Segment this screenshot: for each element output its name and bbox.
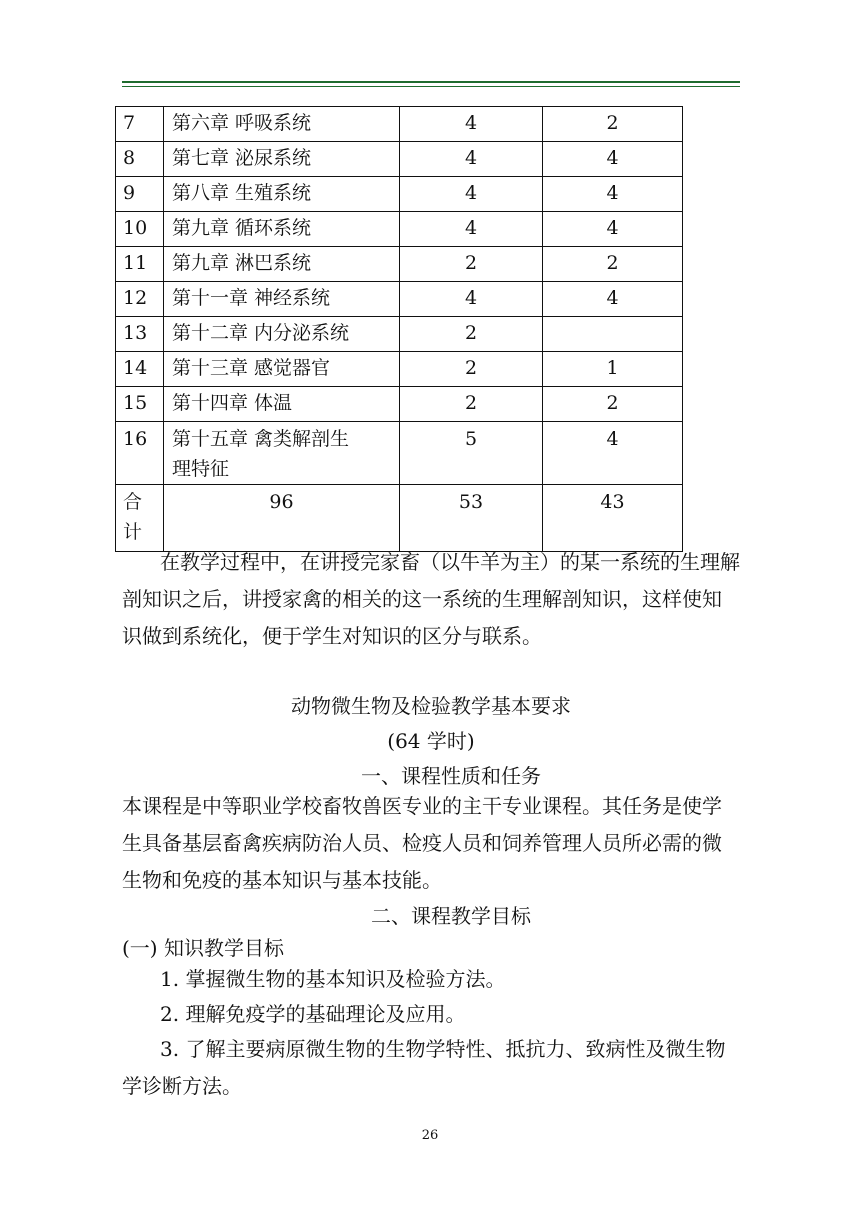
chapter-cell: 第十一章 神经系统: [164, 282, 400, 317]
goal-item-2: 2. 理解免疫学的基础理论及应用。: [160, 1002, 466, 1026]
heading-course-nature: 一、课程性质和任务: [361, 764, 541, 788]
hours-total-cell: 4: [400, 177, 543, 212]
goal-item-1: 1. 掌握微生物的基本知识及检验方法。: [160, 967, 506, 991]
hours-table-body: [116, 107, 683, 552]
table-row: [116, 247, 683, 282]
row-number: 7: [116, 107, 164, 142]
total-label-cell: [116, 485, 164, 552]
table-row: [116, 282, 683, 317]
chapter-line: 理特征: [172, 458, 230, 480]
table-row: [116, 422, 683, 485]
row-number: 11: [116, 247, 164, 282]
hours-practice-cell: 2: [543, 387, 683, 422]
sum-cell: 96: [164, 485, 400, 552]
chapter-cell: [164, 422, 400, 485]
heading-teaching-goals: 二、课程教学目标: [371, 904, 531, 928]
total-practice-cell: 43: [543, 485, 683, 552]
hours-practice-cell: 4: [543, 142, 683, 177]
header-rule-thin: [122, 86, 740, 87]
chapter-cell: 第八章 生殖系统: [164, 177, 400, 212]
chapter-cell: 第六章 呼吸系统: [164, 107, 400, 142]
table-row: [116, 387, 683, 422]
row-number: 13: [116, 317, 164, 352]
chapter-cell: 第七章 泌尿系统: [164, 142, 400, 177]
sub-heading-knowledge-goals: (一) 知识教学目标: [122, 936, 284, 960]
chapter-cell: 第九章 循环系统: [164, 212, 400, 247]
hours-practice-cell: 4: [543, 212, 683, 247]
hours-practice-cell: 4: [543, 177, 683, 212]
row-number: 14: [116, 352, 164, 387]
table-total-row: [116, 485, 683, 552]
hours-practice-cell: 2: [543, 107, 683, 142]
table-row: [116, 352, 683, 387]
paragraph-course-nature: 本课程是中等职业学校畜牧兽医专业的主干专业课程。其任务是使学生具备基层畜禽疾病防治人员、检疫人员和饲养管理人员所必需的微生物和免疫的基本知识与基本技能。: [122, 794, 722, 892]
hours-total-cell: 2: [400, 317, 543, 352]
table-row: [116, 142, 683, 177]
chapter-cell: 第十四章 体温: [164, 387, 400, 422]
hours-practice-cell: 4: [543, 422, 683, 485]
hours-total-cell: 4: [400, 142, 543, 177]
section-title: 动物微生物及检验教学基本要求: [291, 694, 571, 718]
total-label: 合: [123, 491, 143, 513]
section-hours: (64 学时): [387, 729, 475, 753]
hours-total-cell: 4: [400, 282, 543, 317]
hours-practice-cell: [543, 317, 683, 352]
hours-total-cell: 2: [400, 387, 543, 422]
table-row: [116, 317, 683, 352]
hours-practice-cell: 4: [543, 282, 683, 317]
row-number: 12: [116, 282, 164, 317]
hours-total-cell: 4: [400, 107, 543, 142]
hours-practice-cell: 1: [543, 352, 683, 387]
table-row: [116, 212, 683, 247]
chapter-line: 第十五章 禽类解剖生: [172, 428, 350, 450]
hours-total-cell: 2: [400, 352, 543, 387]
paragraph-after-table: 在教学过程中，在讲授完家畜（以牛羊为主）的某一系统的生理解剖知识之后，讲授家禽的相关的这一系统的生理解剖知识，这样使知识做到系统化，便于学生对知识的区分与联系。: [122, 550, 740, 648]
hours-table: [115, 106, 683, 552]
hours-total-cell: 4: [400, 212, 543, 247]
chapter-cell: 第十二章 内分泌系统: [164, 317, 400, 352]
table-row: [116, 177, 683, 212]
row-number: 9: [116, 177, 164, 212]
hours-total-cell: 2: [400, 247, 543, 282]
total-label: 计: [123, 521, 143, 543]
row-number: 8: [116, 142, 164, 177]
hours-total-cell: 5: [400, 422, 543, 485]
chapter-cell: 第十三章 感觉器官: [164, 352, 400, 387]
total-hours-cell: 53: [400, 485, 543, 552]
hours-practice-cell: 2: [543, 247, 683, 282]
row-number: 15: [116, 387, 164, 422]
page-number: 26: [421, 1128, 439, 1143]
row-number: 10: [116, 212, 164, 247]
row-number: 16: [116, 422, 164, 485]
header-rule-thick: [122, 81, 740, 83]
chapter-cell: 第九章 淋巴系统: [164, 247, 400, 282]
goal-item-3: 3. 了解主要病原微生物的生物学特性、抵抗力、致病性及微生物学诊断方法。: [122, 1037, 726, 1098]
table-row: [116, 107, 683, 142]
